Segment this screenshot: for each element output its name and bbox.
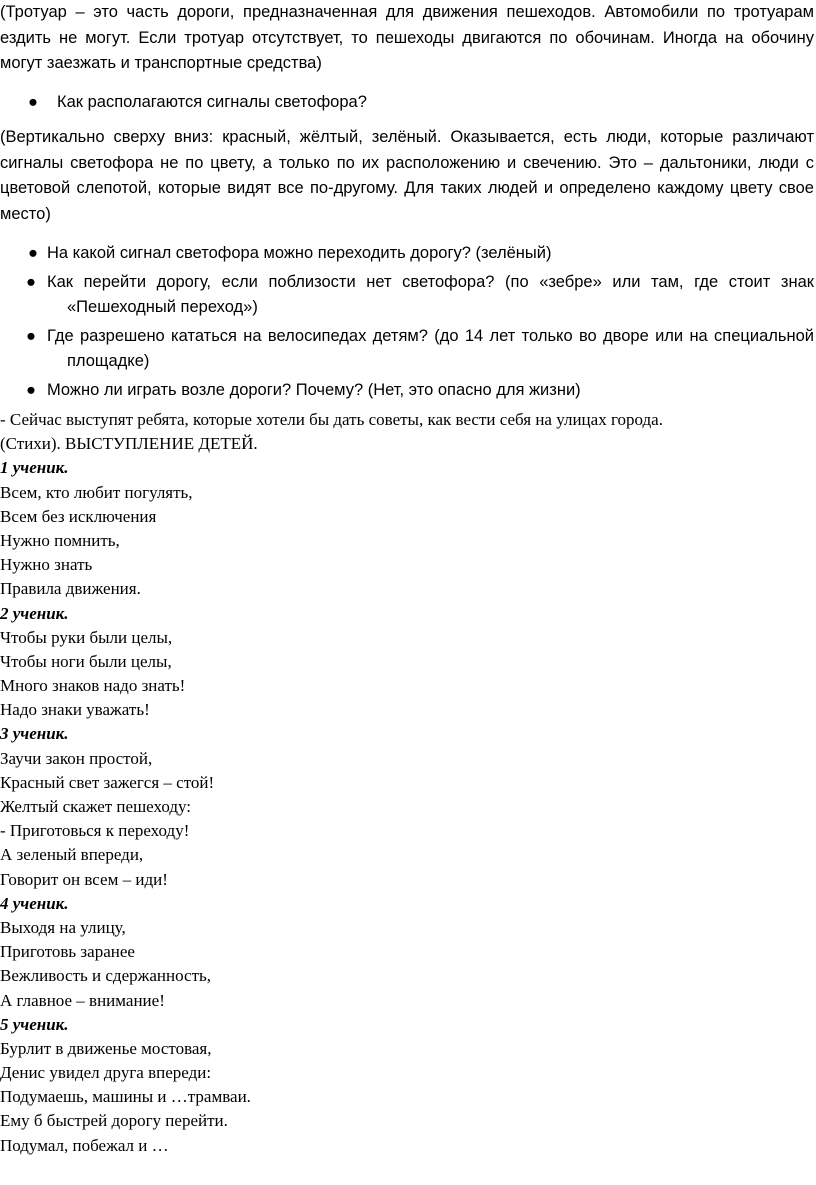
paragraph-sidewalk: (Тротуар – это часть дороги, предназначенная для движения пешеходов. Автомобили по тротуарам ездить не могут. Если тротуар отсутствует, то пешеходы двигаются по обочинам. Иногда на обочину могут заезжать и транспортные средства) [0, 3, 814, 72]
questions-list [0, 241, 814, 406]
poem-line: Всем, кто любит погулять, [0, 482, 193, 502]
bullet-icon: ● [26, 380, 36, 399]
bullet-icon: ● [28, 93, 38, 111]
question-text: Как располагаются сигналы светофора? [57, 93, 367, 111]
bullet-icon: ● [26, 326, 36, 345]
paragraph-signals-answer: (Вертикально сверху вниз: красный, жёлтый, зелёный. Оказывается, есть люди, которые различают сигналы светофора не по цвету, а только по их расположению и свечению. Это – дальтоники, люди с цветовой слепотой, которые видят все по-другому. Для таких людей и определено каждому цвету свое место) [0, 128, 814, 223]
poem-line: Вежливость и сдержанность, [0, 966, 211, 986]
list-item [0, 378, 814, 404]
poem-line: Всем без исключения [0, 506, 157, 526]
poem-line: Денис увидел друга впереди: [0, 1063, 212, 1083]
poem-line: Приготовь заранее [0, 942, 135, 962]
intro-line: - Сейчас выступят ребята, которые хотели бы дать советы, как вести себя на улицах города. [0, 410, 663, 429]
poem-line: Нужно помнить, [0, 530, 120, 550]
list-item [0, 241, 814, 267]
question-text: На какой сигнал светофора можно переходить дорогу? (зелёный) [47, 244, 552, 262]
poem-line: А главное – внимание! [0, 990, 165, 1010]
poem-line: Чтобы руки были целы, [0, 627, 173, 647]
student-label: 1 ученик. [0, 458, 69, 478]
bullet-icon: ● [26, 272, 36, 291]
bullet-icon: ● [28, 244, 38, 262]
poem-line: Надо знаки уважать! [0, 700, 150, 720]
poem-line: Заучи закон простой, [0, 748, 153, 768]
student-label: 5 ученик. [0, 1014, 69, 1034]
poem-line: Правила движения. [0, 579, 141, 599]
student-label: 3 ученик. [0, 724, 69, 744]
poem-line: - Приготовься к переходу! [0, 821, 190, 841]
poem-line: Подумал, побежал и … [0, 1135, 169, 1155]
student-label: 4 ученик. [0, 893, 69, 913]
performance-line: (Стихи). ВЫСТУПЛЕНИЕ ДЕТЕЙ. [0, 434, 258, 454]
poem-line: Бурлит в движенье мостовая, [0, 1038, 212, 1058]
poem-line: А зеленый впереди, [0, 845, 144, 865]
poem-line: Желтый скажет пешеходу: [0, 797, 192, 816]
poem-line: Говорит он всем – иди! [0, 869, 168, 889]
question-text: Можно ли играть возле дороги? Почему? (Нет, это опасно для жизни) [47, 380, 581, 399]
poem-line: Много знаков надо знать! [0, 676, 186, 696]
poem-line: Ему б быстрей дорогу перейти. [0, 1111, 228, 1131]
poem-line: Подумаешь, машины и …трамваи. [0, 1087, 251, 1107]
list-item [0, 324, 814, 375]
poem-line: Красный свет зажегся – стой! [0, 772, 215, 792]
poem-line: Выходя на улицу, [0, 917, 126, 937]
script-section [0, 408, 814, 1158]
list-item [0, 270, 814, 321]
poem-line: Чтобы ноги были целы, [0, 651, 172, 671]
poem-line: Нужно знать [0, 555, 93, 575]
student-label: 2 ученик. [0, 603, 69, 623]
question-text: Как перейти дорогу, если поблизости нет светофора? (по «зебре» или там, где стоит знак «Пешеходный переход») [47, 272, 814, 316]
question-text: Где разрешено кататься на велосипедах детям? (до 14 лет только во дворе или на специальной площадке) [47, 326, 814, 370]
